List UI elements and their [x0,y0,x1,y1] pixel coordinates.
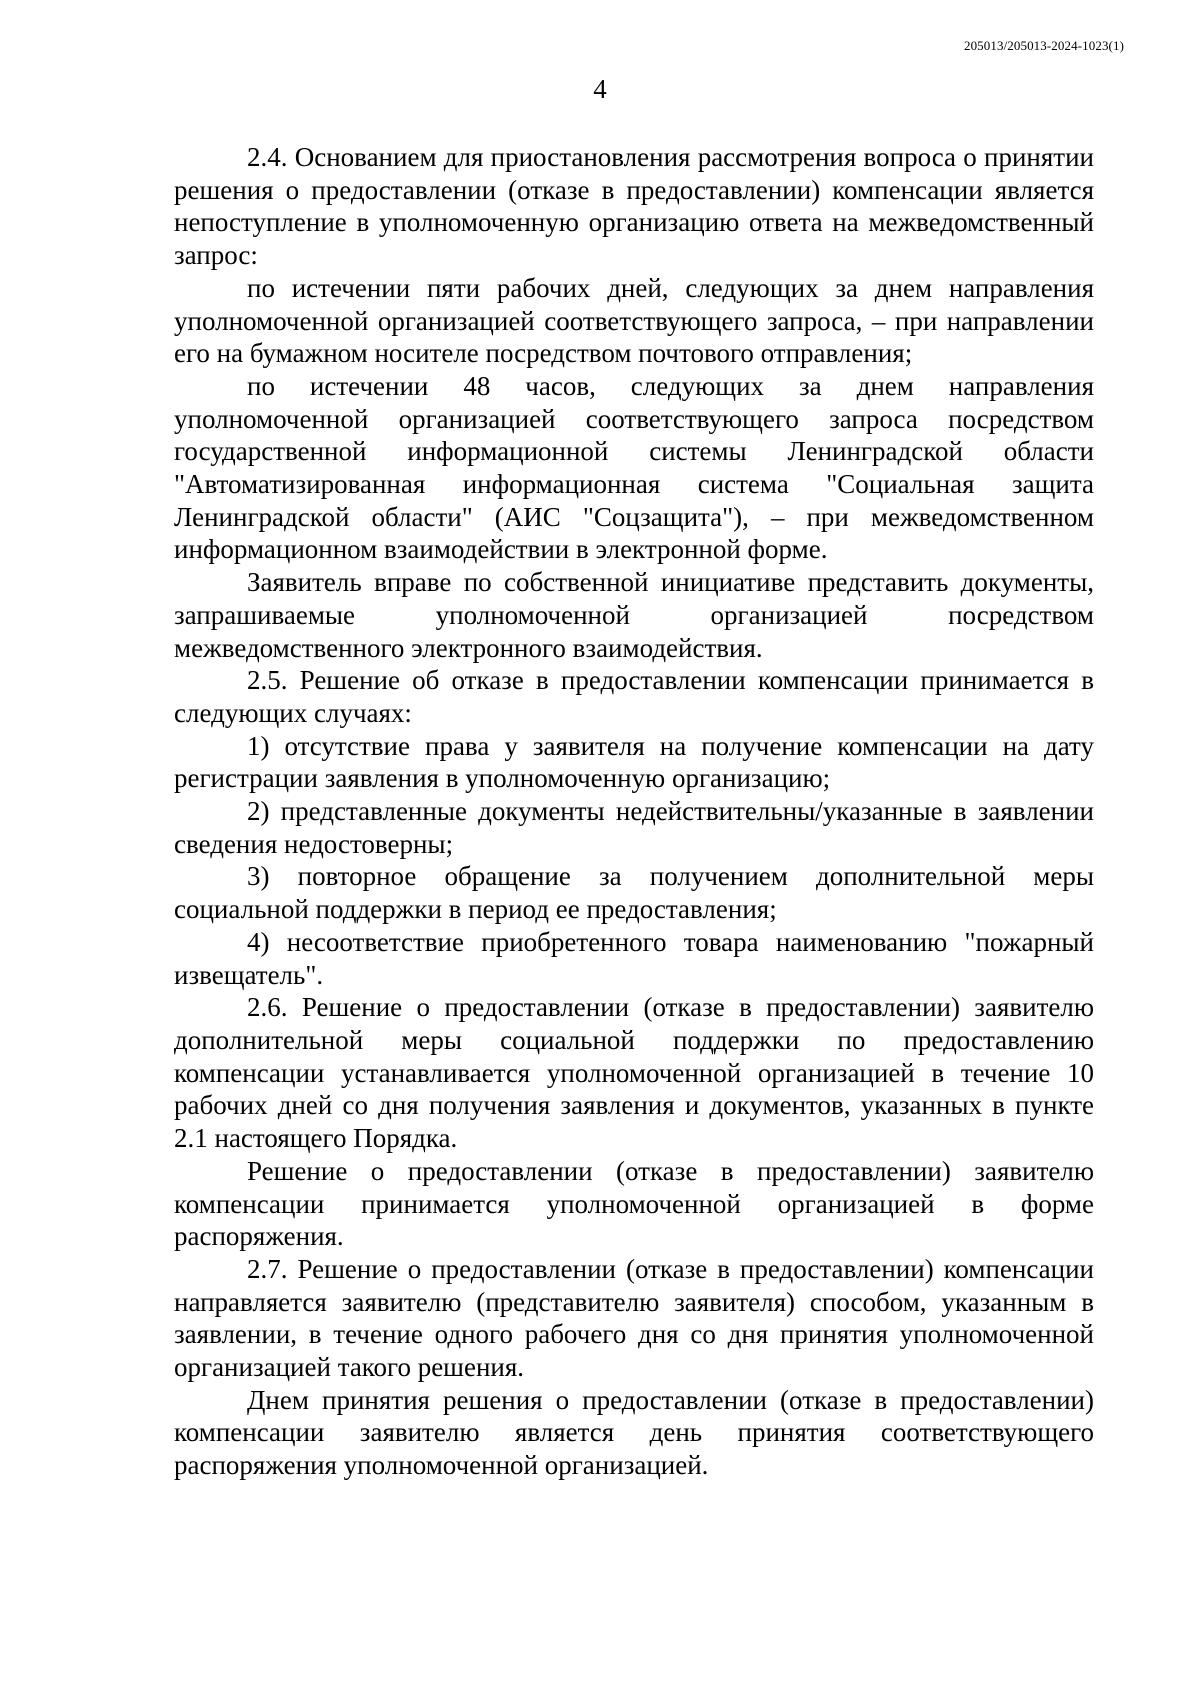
paragraph-2-7: 2.7. Решение о предоставлении (отказе в предоставлении) компенсации направляется заявителю (представителю заявителя) способом, указанным в заявлении, в течение одного рабочего дня со дня принятия уполномоченной организацией такого решения. [174,1253,1094,1383]
paragraph-2-5-item-3: 3) повторное обращение за получением дополнительной меры социальной поддержки в период ее предоставления; [174,861,1094,925]
paragraph-2-5-item-2: 2) представленные документы недействительны/указанные в заявлении сведения недостоверны; [174,796,1094,859]
paragraph-2-4-item-electronic: по истечении 48 часов, следующих за днем направления уполномоченной организацией соответствующего запроса посредством государственной информационной системы Ленинградской области "Автоматизированная информационная система "Социальная защита Ленинградской области" (АИС "Соцзащита"), – при межведомственном информационном взаимодействии в электронной форме. [174,370,1094,565]
document-body [174,141,1094,1482]
document-id: 205013/205013-2024-1023(1) [963,38,1124,53]
paragraph-2-4-item-paper: по истечении пяти рабочих дней, следующих за днем направления уполномоченной организацией соответствующего запроса, – при направлении его на бумажном носителе посредством почтового отправления; [174,272,1094,369]
paragraph-2-5: 2.5. Решение об отказе в предоставлении компенсации принимается в следующих случаях: [174,665,1094,728]
paragraph-2-6-form: Решение о предоставлении (отказе в предоставлении) заявителю компенсации принимается уполномоченной организацией в форме распоряжения. [174,1155,1094,1252]
paragraph-2-5-item-4: 4) несоответствие приобретенного товара наименованию "пожарный извещатель". [174,926,1094,990]
paragraph-applicant-right: Заявитель вправе по собственной инициативе представить документы, запрашиваемые уполномоченной организацией посредством межведомственного электронного взаимодействия. [174,567,1094,663]
paragraph-decision-date: Днем принятия решения о предоставлении (отказе в предоставлении) компенсации заявителю является день принятия соответствующего распоряжения уполномоченной организацией. [174,1384,1094,1481]
paragraph-2-5-item-1: 1) отсутствие права у заявителя на получение компенсации на дату регистрации заявления в уполномоченную организацию; [174,730,1094,794]
paragraph-2-4: 2.4. Основанием для приостановления рассмотрения вопроса о принятии решения о предоставлении (отказе в предоставлении) компенсации является непоступление в уполномоченную организацию ответа на межведомственный запрос: [174,142,1094,271]
paragraph-2-6: 2.6. Решение о предоставлении (отказе в предоставлении) заявителю дополнительной меры социальной поддержки по предоставлению компенсации устанавливается уполномоченной организацией в течение 10 рабочих дней со дня получения заявления и документов, указанных в пункте 2.1 настоящего Порядка. [174,992,1094,1154]
page-number: 4 [593,74,607,104]
